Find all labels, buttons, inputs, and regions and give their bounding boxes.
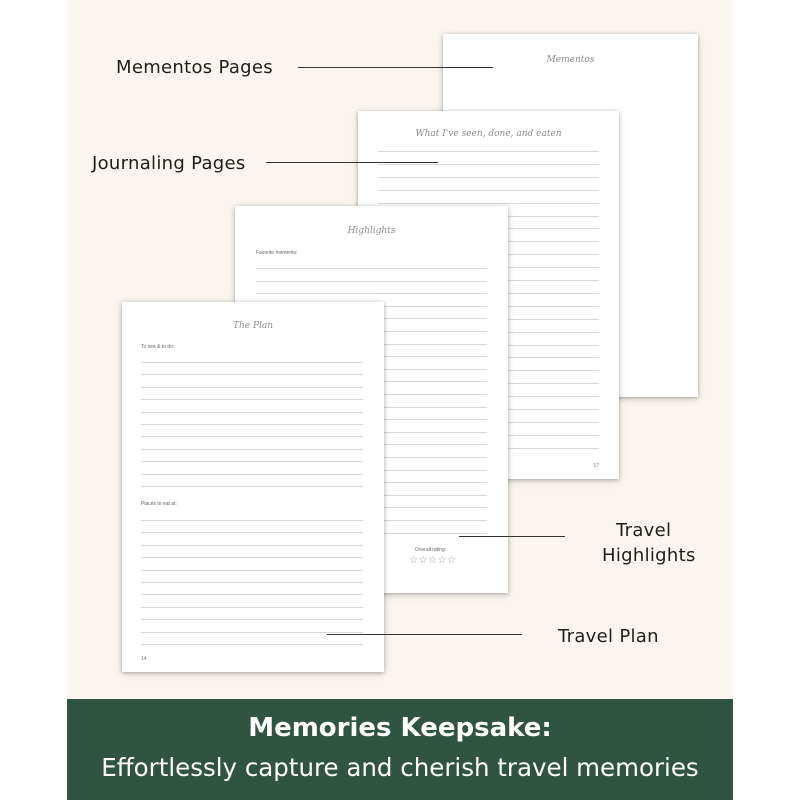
rating-stars-icon: ☆☆☆☆☆: [409, 555, 457, 566]
ruled-line: [141, 461, 363, 462]
ruled-line: [141, 607, 363, 608]
ruled-line: [141, 362, 363, 363]
ruled-line: [141, 436, 363, 437]
ruled-line: [256, 293, 487, 294]
ruled-line: [141, 387, 363, 388]
travel-plan-page: [122, 302, 384, 672]
ruled-line: [256, 281, 487, 282]
journaling-leader-line: [266, 162, 438, 163]
travel-plan-page-number: 14: [141, 656, 147, 662]
ruled-line: [378, 164, 599, 165]
highlights-page-title: Highlights: [347, 226, 396, 236]
favorite-moments-label: Favorite moments:: [256, 250, 298, 256]
ruled-line: [141, 486, 363, 487]
travel-plan-leader-line: [327, 634, 522, 635]
highlights-label-line2: Highlights: [602, 545, 696, 566]
mementos-leader-line: [298, 67, 493, 68]
journaling-label: Journaling Pages: [92, 153, 246, 174]
places-to-eat-label: Places to eat at:: [141, 501, 177, 507]
ruled-line: [141, 570, 363, 571]
travel-plan-label: Travel Plan: [558, 626, 659, 647]
ruled-line: [141, 545, 363, 546]
overall-rating-label: Overall rating:: [415, 547, 447, 553]
ruled-line: [141, 632, 363, 633]
ruled-line: [141, 557, 363, 558]
to-see-label: To see & to do:: [141, 344, 175, 350]
journaling-page-number: 17: [593, 463, 599, 469]
mementos-label: Mementos Pages: [116, 57, 273, 78]
ruled-line: [141, 412, 363, 413]
ruled-line: [141, 399, 363, 400]
banner-subtitle: Effortlessly capture and cherish travel memories: [101, 753, 699, 782]
ruled-line: [378, 177, 599, 178]
travel-plan-page-title: The Plan: [232, 321, 274, 331]
ruled-line: [141, 474, 363, 475]
journaling-page-title: What I've seen, done, and eaten: [415, 129, 562, 139]
ruled-line: [141, 449, 363, 450]
ruled-line: [141, 374, 363, 375]
mementos-page-title: Mementos: [546, 55, 595, 65]
ruled-line: [256, 268, 487, 269]
bottom-banner: [67, 699, 733, 800]
ruled-line: [141, 644, 363, 645]
ruled-line: [378, 203, 599, 204]
ruled-line: [141, 520, 363, 521]
highlights-leader-line: [459, 536, 565, 537]
ruled-line: [141, 594, 363, 595]
ruled-line: [141, 424, 363, 425]
highlights-label-line1: Travel: [616, 520, 672, 541]
ruled-line: [378, 151, 599, 152]
banner-title: Memories Keepsake:: [248, 713, 552, 743]
ruled-line: [141, 582, 363, 583]
ruled-line: [141, 532, 363, 533]
ruled-line: [141, 619, 363, 620]
ruled-line: [378, 190, 599, 191]
